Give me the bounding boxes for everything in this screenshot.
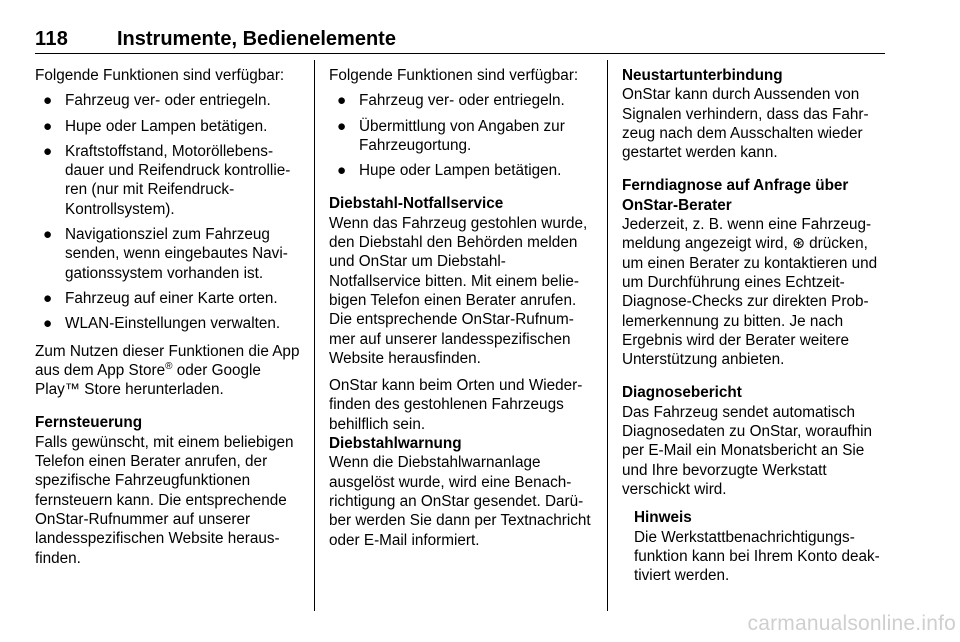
col2-intro: Folgende Funktionen sind verfügbar:: [329, 67, 579, 84]
fernsteuerung-body: Falls gewünscht, mit einem beliebigen Telefon einen Berater anrufen, der spezifische Fahrzeugfunktionen fernsteuern kann. Die entsprechende OnStar-Rufnummer auf unserer landesspezifischen Website herausfinden.: [35, 433, 294, 567]
neustartunterbindung-body: OnStar kann durch Aussenden von Signalen verhindern, dass das Fahrzeug nach dem Ausschalten wieder gestartet werden kann.: [622, 86, 869, 162]
col1-bullet-list: [35, 91, 303, 333]
watermark: carmanualsonline.info: [747, 612, 956, 635]
bullet-icon: ●: [43, 315, 53, 333]
list-item: ● Fahrzeug ver- oder entriegeln.: [337, 92, 565, 110]
bullet-icon: ●: [43, 289, 53, 307]
ferndiagnose-heading: Ferndiagnose auf Anfrage über OnStar-Berater: [622, 177, 849, 214]
diagnosebericht-heading: Diagnosebericht: [622, 384, 742, 402]
diebstahl-notfallservice-body-2: OnStar kann beim Orten und Wiederfinden des gestohlenen Fahrzeugs behilflich sein.: [329, 377, 583, 433]
bullet-icon: ●: [43, 117, 53, 135]
fernsteuerung-heading: Fernsteuerung: [35, 414, 143, 432]
list-item: ● Kraftstoffstand, Motoröllebensdauer und Reifendruck kontrollieren (nur mit Reifendruck-Kontrollsystem).: [43, 142, 291, 218]
diebstahlwarnung-heading: Diebstahlwarnung: [329, 435, 462, 453]
page-header: [35, 28, 885, 54]
column-3: [622, 66, 890, 585]
bullet-icon: ●: [337, 117, 347, 135]
column-divider-1: [314, 60, 315, 611]
diebstahlwarnung-body: Wenn die Diebstahlwarnanlage ausgelöst wurde, wird eine Benachrichtigung an OnStar gesendet. Darüber werden Sie dann per Textnachricht oder E-Mail informiert.: [329, 454, 591, 549]
registered-mark: ®: [165, 360, 173, 372]
onstar-button-icon: ⊛: [792, 235, 805, 253]
col2-bullet-list: [329, 91, 594, 180]
diagnosebericht-body: Das Fahrzeug sendet automatisch Diagnosedaten zu OnStar, woraufhin per E-Mail ein Monatsbericht an Sie und Ihre bevorzugte Werkstatt verschickt wird.: [622, 403, 873, 498]
list-item: ● WLAN-Einstellungen verwalten.: [43, 315, 281, 333]
diebstahl-notfallservice-body: Wenn das Fahrzeug gestohlen wurde, den Diebstahl den Behörden melden und OnStar um Diebstahl-Notfallservice bitten. Mit einem beliebigen Telefon einen Berater anrufen. Die entsprechende OnStar-Rufnummer auf unserer landesspezifischen Website herausfinden.: [329, 214, 588, 367]
list-item: ● Hupe oder Lampen betätigen.: [43, 117, 268, 135]
header-rule: [35, 53, 885, 54]
bullet-icon: ●: [337, 162, 347, 180]
list-item: ● Fahrzeug ver- oder entriegeln.: [43, 92, 271, 110]
list-item: ● Fahrzeug auf einer Karte orten.: [43, 289, 278, 307]
col1-intro: Folgende Funktionen sind verfügbar:: [35, 67, 285, 84]
hinweis-body: Die Werkstattbenachrichtigungsfunktion kann bei Ihrem Konto deaktiviert werden.: [634, 528, 880, 585]
bullet-icon: ●: [43, 92, 53, 110]
list-item: ● Navigationsziel zum Fahrzeug senden, wenn eingebautes Navigationssystem vorhanden ist.: [43, 226, 288, 282]
column-divider-2: [607, 60, 608, 611]
column-1: [35, 66, 303, 568]
hinweis-note: [634, 508, 890, 585]
list-item: ● Hupe oder Lampen betätigen.: [337, 162, 562, 180]
column-2: [329, 66, 594, 550]
hinweis-heading: Hinweis: [634, 509, 692, 527]
app-store-paragraph: Zum Nutzen dieser Funktionen die App aus dem App Store® oder Google Play™ Store herunterladen.: [35, 342, 300, 399]
bullet-icon: ●: [337, 92, 347, 110]
list-item: ● Übermittlung von Angaben zur Fahrzeugortung.: [337, 117, 565, 154]
bullet-icon: ●: [43, 226, 53, 244]
diebstahl-notfallservice-heading: Diebstahl-Notfallservice: [329, 195, 504, 213]
page-number: 118: [35, 28, 69, 50]
bullet-icon: ●: [43, 142, 53, 160]
neustartunterbindung-heading: Neustartunterbindung: [622, 67, 783, 84]
ferndiagnose-body: Jederzeit, z. B. wenn eine Fahrzeugmeldung angezeigt wird, ⊛ drücken, um einen Berater zu kontaktieren und um Durchführung eines Echtzeit-Diagnose-Checks zur direkten Problemerkennung zu bitten. Je nach Ergebnis wird der Berater weitere Unterstützung anbieten.: [622, 216, 878, 369]
page-title: Instrumente, Bedienelemente: [117, 28, 396, 50]
